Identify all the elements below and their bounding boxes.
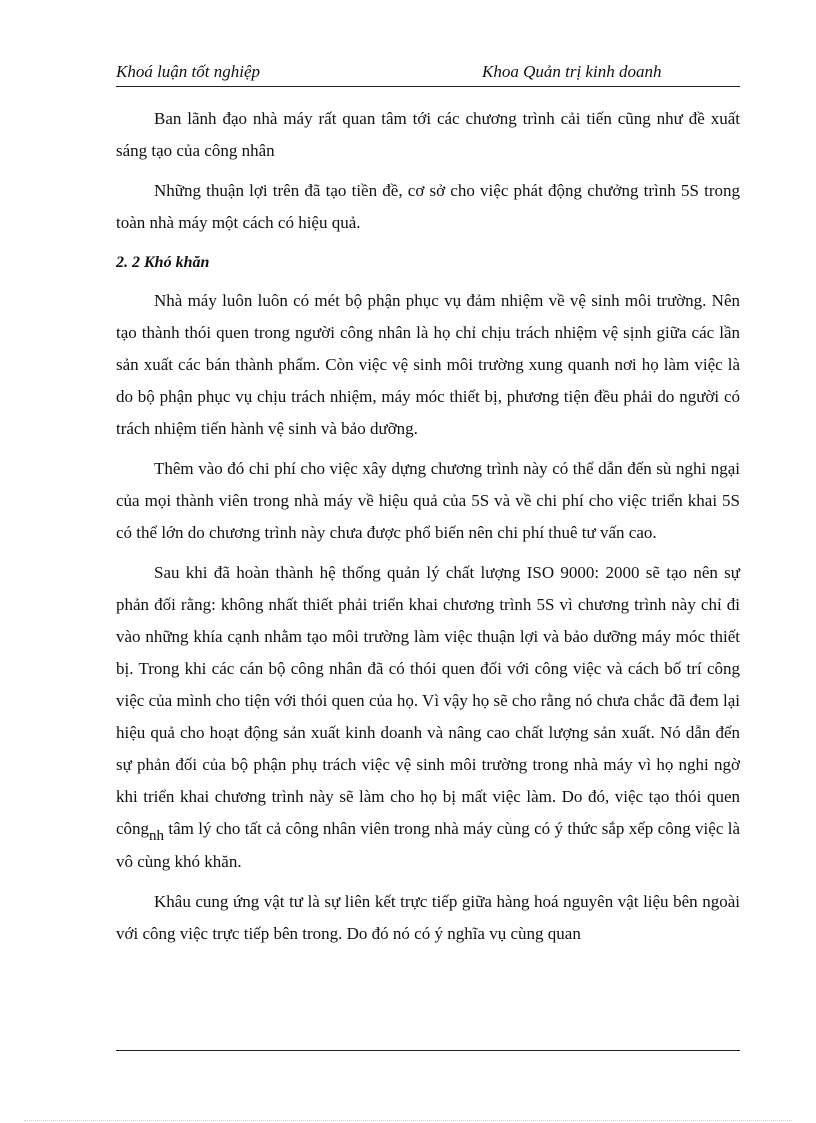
paragraph-4: Thêm vào đó chi phí cho việc xây dựng chương trình này có thể dẫn đến sù nghi ngại của mọi thành viên trong nhà máy về hiệu quả của 5S và về chi phí cho việc triển khai 5S có thể lớn do chương trình này chưa được phổ biến nên chi phí thuê tư vấn cao. bbox=[116, 459, 740, 542]
header-right-title: Khoa Quản trị kinh doanh bbox=[482, 62, 662, 81]
section-heading: 2. 2 Khó khăn bbox=[116, 254, 210, 271]
paragraph-3: Nhà máy luôn luôn có mét bộ phận phục vụ đảm nhiệm về vệ sinh môi trường. Nên tạo thành thói quen trong người công nhân là họ chỉ chịu trách nhiệm vệ sịnh giữa các lần sản xuất các bán thành phẩm. Còn việc vệ sinh môi trường xung quanh nơi họ làm việc là do bộ phận phục vụ chịu trách nhiệm, máy móc thiết bị, phương tiện đều phải do người có trách nhiệm tiến hành vệ sinh và bảo dưỡng. bbox=[116, 291, 740, 438]
paragraph-5-part-2: tâm lý cho tất cả công nhân viên trong nhà máy cùng có ý thức sắp xếp công việc là vô cùng khó khăn. bbox=[116, 819, 740, 871]
paragraph-1: Ban lãnh đạo nhà máy rất quan tâm tới các chương trình cải tiến cũng như đề xuất sáng tạo của công nhân bbox=[116, 109, 740, 160]
paragraph-5 bbox=[116, 557, 740, 878]
paragraph-5-part-1: Sau khi đã hoàn thành hệ thống quản lý chất lượng ISO 9000: 2000 sẽ tạo nên sự phản đối rằng: không nhất thiết phải triển khai chương trình 5S vì chương trình này chỉ đi vào những khía cạnh nhằm tạo môi trường làm việc thuận lợi và bảo dưỡng máy móc thiết bị. Trong khi các cán bộ công nhân đã có thói quen đối với công việc và cách bố trí công việc của mình cho tiện với thói quen của họ. Vì vậy họ sẽ cho rằng nó chưa chắc đã đem lại hiệu quả cho hoạt động sản xuất kinh doanh và nâng cao chất lượng sản xuất. Nó dẫn đến sự phản đối của bộ phận phụ trách việc vệ sinh môi trường trong nhà máy vì họ nghi ngờ khi triển khai chương trình này sẽ làm cho họ bị mất việc làm. Do đó, việc tạo thói quen công bbox=[116, 563, 740, 838]
footer-divider bbox=[116, 1050, 740, 1051]
page-header bbox=[116, 60, 740, 87]
page-edge-dotted-line bbox=[24, 1120, 792, 1121]
paragraph-5-subscript: nh bbox=[149, 828, 165, 844]
paragraph-2: Những thuận lợi trên đã tạo tiền đề, cơ sở cho việc phát động chưởng trình 5S trong toàn nhà máy một cách có hiệu quả. bbox=[116, 181, 740, 232]
paragraph-6: Khâu cung ứng vật tư là sự liên kết trực tiếp giữa hàng hoá nguyên vật liệu bên ngoài với công việc trực tiếp bên trong. Do đó nó có ý nghĩa vụ cùng quan bbox=[116, 892, 740, 943]
header-left-title: Khoá luận tốt nghiệp bbox=[116, 62, 261, 81]
document-body bbox=[116, 103, 740, 958]
